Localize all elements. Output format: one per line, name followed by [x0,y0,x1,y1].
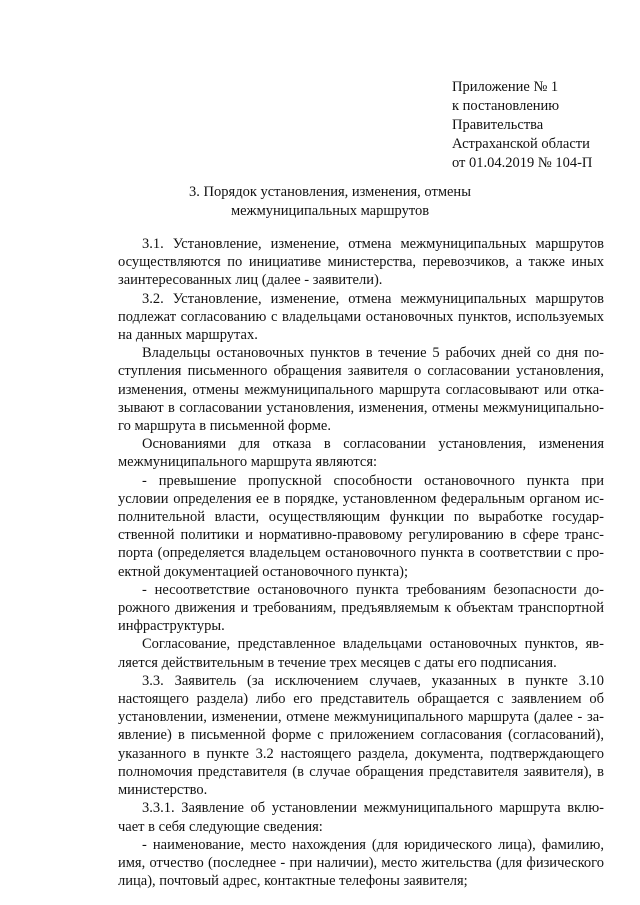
paragraph: 3.2. Установление, изменение, отмена межмуниципальных маршрутов подлежат согласованию с владельцами остановочных пунктов, используемых на данных маршрутах. [118,290,604,344]
paragraph: - наименование, место нахождения (для юридического лица), фамилию, имя, отчество (последнее - при наличии), место жительства (для физического лица), почтовый адрес, контактные телефоны заявителя; [118,836,604,890]
paragraph: 3.3.1. Заявление об установлении межмуниципального маршрута включает в себя следующие сведения: [118,800,604,835]
paragraph: Основаниями для отказа в согласовании установления, изменения межмуниципального маршрута являются: [118,436,604,471]
document-body [118,235,604,890]
appendix-line: от 01.04.2019 № 104-П [452,155,593,171]
paragraph: Владельцы остановочных пунктов в течение 5 рабочих дней со дня поступления письменного обращения заявителя о согласовании установления, изменения, отмены межмуниципального маршрута согласовывают или отказывают в согласовании установления, изменения, отмены межмуниципального маршрута в письменной форме. [118,345,604,435]
appendix-header [452,78,592,173]
paragraph: 3.3. Заявитель (за исключением случаев, указанных в пункте 3.10 настоящего раздела) либо его представитель обращается с заявлением об установлении, изменении, отмене межмуниципального маршрута (далее - заявление) в письменной форме с приложением согласования (согласований), указанного в пункте 3.2 настоящего раздела, документа, подтверждающего полномочия представителя (в случае обращения представителя заявителя), в министерство. [118,672,604,799]
appendix-line: Правительства [452,117,544,133]
paragraph: - несоответствие остановочного пункта требованиям безопасности дорожного движения и требованиям, предъявляемым к объектам транспортной инфраструктуры. [118,581,604,635]
section-title: 3. Порядок установления, изменения, отмены межмуниципальных маршрутов [189,184,471,219]
appendix-line: к постановлению [452,98,560,114]
paragraph: Согласование, представленное владельцами остановочных пунктов, является действительным в течение трех месяцев с даты его подписания. [118,636,604,671]
paragraph: 3.1. Установление, изменение, отмена межмуниципальных маршрутов осуществляются по инициативе министерства, перевозчиков, а также иных заинтересованных лиц (далее - заявители). [118,236,604,289]
appendix-line: Приложение № 1 [452,79,559,95]
paragraph: - превышение пропускной способности остановочного пункта при условии определения ее в порядке, установленном федеральным органом исполнительной власти, осуществляющим функции по выработке государственной политики и нормативно-правовому регулированию в сфере транспорта (определяется владельцем остановочного пункта в соответствии с проектной документацией остановочного пункта); [118,472,604,580]
appendix-line: Астраханской области [452,136,590,152]
